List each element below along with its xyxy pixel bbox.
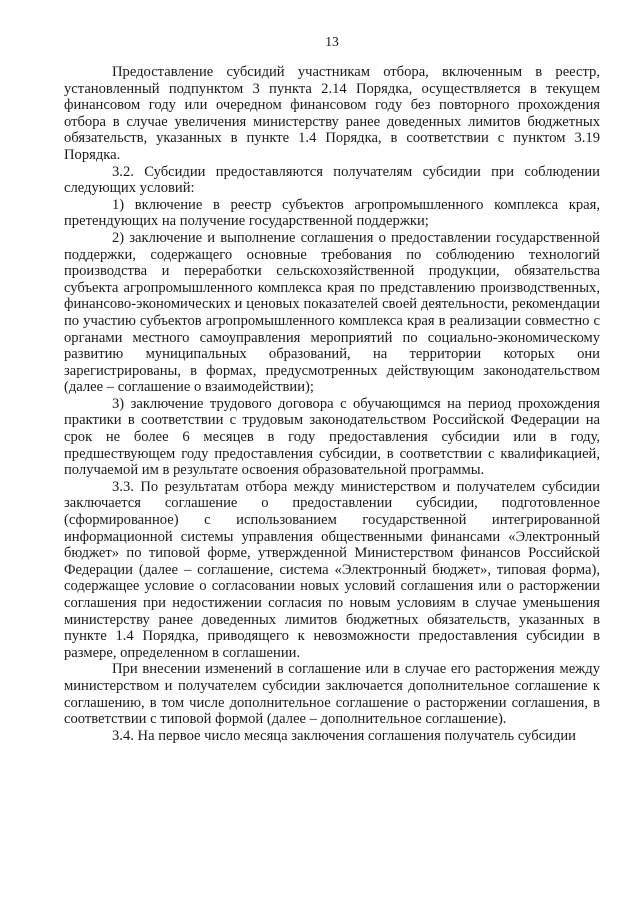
paragraph-3-3: 3.3. По результатам отбора между министерством и получателем субсидии заключается соглашение о предоставлении субсидии, подготовленное (сформированное) с использованием государственной интегрированной информационной системы управления общественными финансами «Электронный бюджет» по типовой форме, утвержденной Министерством финансов Российской Федерации (далее – соглашение, система «Электронный бюджет», типовая форма), содержащее условие о согласовании новых условий соглашения или о расторжении соглашения при недостижении согласия по новым условиям в случае уменьшения министерству ранее доведенных лимитов бюджетных обязательств, указанных в пункте 1.4 Порядка, приводящего к невозможности предоставления субсидии в размере, определенном в соглашении. xyxy=(64,478,600,661)
paragraph-intro: Предоставление субсидий участникам отбора, включенным в реестр, установленный подпунктом 3 пункта 2.14 Порядка, осуществляется в текущем финансовом году или очередном финансовом году без повторного прохождения отбора в случае увеличения министерству ранее доведенных лимитов бюджетных обязательств, указанных в пункте 1.4 Порядка, в соответствии с пунктом 3.19 Порядка. xyxy=(64,64,600,163)
page-number: 13 xyxy=(325,34,339,49)
paragraph-3-2: 3.2. Субсидии предоставляются получателям субсидии при соблюдении следующих условий: xyxy=(64,163,600,197)
paragraph-condition-1: 1) включение в реестр субъектов агропромышленного комплекса края, претендующих на получение государственной поддержки; xyxy=(64,196,600,230)
paragraph-3-4: 3.4. На первое число месяца заключения соглашения получатель субсидии xyxy=(112,727,576,744)
paragraph-condition-2: 2) заключение и выполнение соглашения о предоставлении государственной поддержки, содержащего основные требования по соблюдению технологий производства и переработки сельскохозяйственной продукции, обязательства субъекта агропромышленного комплекса края по представлению производственных, финансово-экономических и ценовых показателей своей деятельности, рекомендации по участию субъектов агропромышленного комплекса края в реализации совместно с органами местного самоуправления мероприятий по социально-экономическому развитию муниципальных образований, на территории которых они зарегистрированы, в формах, предусмотренных действующим законодательством (далее – соглашение о взаимодействии); xyxy=(64,229,600,396)
paragraph-amendments: При внесении изменений в соглашение или в случае его расторжения между министерством и получателем субсидии заключается дополнительное соглашение к соглашению, в том числе дополнительное соглашение о расторжении соглашения, в соответствии с типовой формой (далее – дополнительное соглашение). xyxy=(64,661,600,728)
paragraph-condition-3: 3) заключение трудового договора с обучающимся на период прохождения практики в соответствии с трудовым законодательством Российской Федерации на срок не более 6 месяцев в году предоставления субсидии или в году, предшествующем году предоставления субсидии, в соответствии с квалификацией, получаемой им в результате освоения образовательной программы. xyxy=(64,395,600,479)
